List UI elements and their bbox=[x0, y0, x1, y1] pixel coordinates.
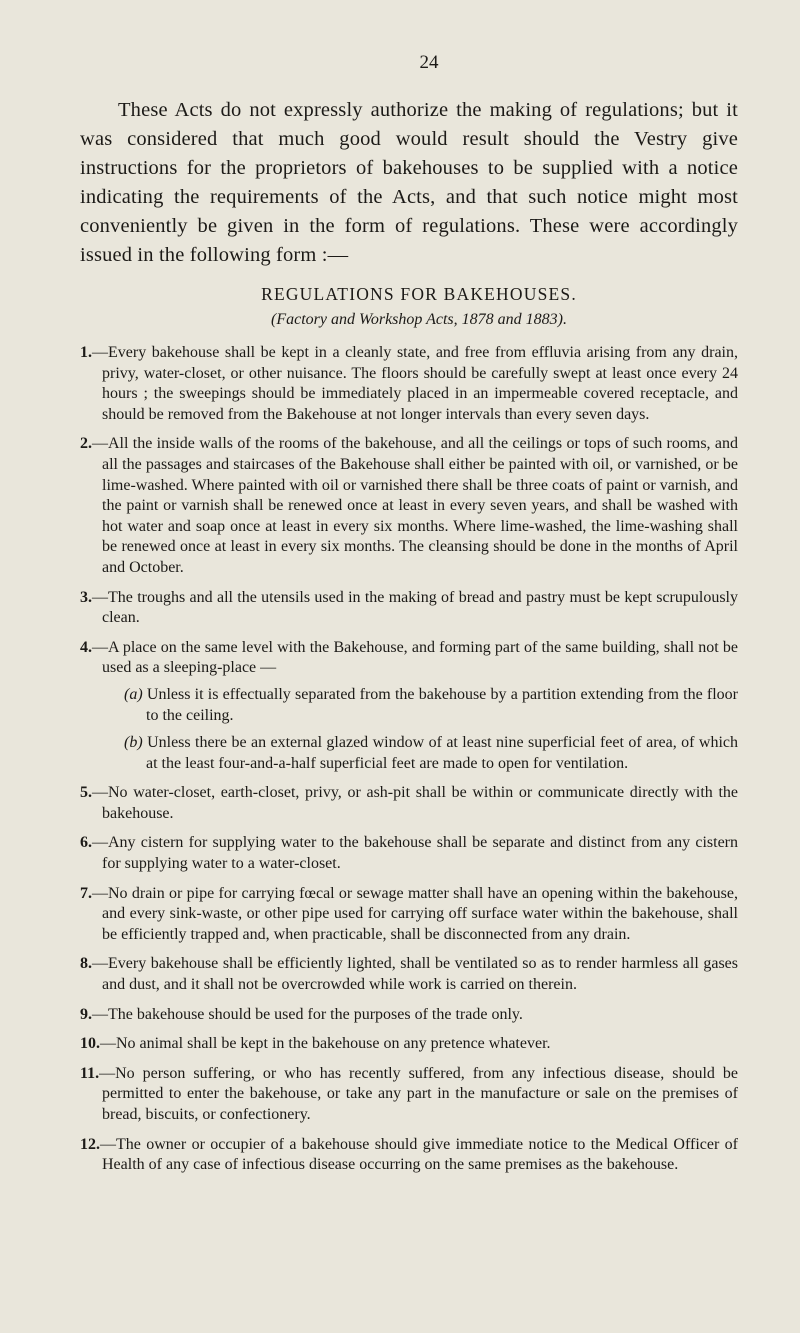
regulation-text: —No animal shall be kept in the bakehouse on any pretence whatever. bbox=[100, 1035, 551, 1053]
sub-condition-text: Unless it is effectually separated from the bakehouse by a partition extending from the floor to the ceiling. bbox=[146, 685, 739, 724]
regulation-number: 11. bbox=[80, 1064, 100, 1082]
regulation-item bbox=[80, 833, 738, 874]
regulation-item bbox=[80, 954, 738, 995]
regulation-number: 4. bbox=[80, 638, 92, 656]
regulation-number: 12. bbox=[80, 1135, 100, 1153]
regulation-text: —The owner or occupier of a bakehouse should give immediate notice to the Medical Officer of Health of any case of infectious disease occurring on the same premises as the bakehouse. bbox=[100, 1135, 738, 1174]
regulation-item bbox=[80, 1135, 738, 1176]
sub-condition-list bbox=[102, 685, 738, 774]
regulations-list bbox=[80, 343, 738, 1176]
regulation-number: 5. bbox=[80, 784, 92, 802]
regulation-number: 2. bbox=[80, 435, 92, 453]
regulation-item bbox=[80, 588, 738, 629]
intro-paragraph: These Acts do not expressly authorize the making of regulations; but it was considered that much good would result should the Vestry give instructions for the proprietors of bakehouses to be supplied with a notice indicating the requirements of the Acts, and that such notice might most conveniently be given in the form of regulations. These were accordingly issued in the following form :— bbox=[80, 99, 738, 266]
section-heading: REGULATIONS FOR BAKEHOUSES. bbox=[261, 284, 577, 304]
regulation-item bbox=[80, 434, 738, 578]
regulation-number: 10. bbox=[80, 1035, 100, 1053]
regulation-item bbox=[80, 783, 738, 824]
regulation-text: —Any cistern for supplying water to the bakehouse shall be separate and distinct from any cistern for supplying water to a water-closet. bbox=[92, 834, 738, 873]
sub-condition-label: (b) bbox=[124, 734, 143, 752]
sub-condition-item bbox=[102, 733, 738, 774]
section-subheading: (Factory and Workshop Acts, 1878 and 1883). bbox=[271, 311, 567, 328]
regulation-number: 9. bbox=[80, 1005, 92, 1023]
regulation-item bbox=[80, 1064, 738, 1126]
regulation-text: —Every bakehouse shall be kept in a cleanly state, and free from effluvia arising from any drain, privy, water-closet, or other nuisance. The floors should be carefully swept at least once every 24 hours ; the sweepings should be immediately placed in an impermeable covered receptacle, and should be removed from the Bakehouse at not longer intervals than every seven days. bbox=[92, 344, 738, 423]
regulation-text: —Every bakehouse shall be efficiently lighted, shall be ventilated so as to render harmless all gases and dust, and it shall not be overcrowded while work is carried on therein. bbox=[92, 955, 738, 994]
regulation-text: —No person suffering, or who has recently suffered, from any infectious disease, should be permitted to enter the bakehouse, or take any part in the manufacture or sale on the premises of bread, biscuits, or confectionery. bbox=[99, 1064, 738, 1123]
regulation-text: —A place on the same level with the Bakehouse, and forming part of the same building, shall not be used as a sleeping-place — bbox=[92, 638, 738, 677]
regulation-number: 3. bbox=[80, 588, 92, 606]
regulation-text: —The bakehouse should be used for the purposes of the trade only. bbox=[92, 1005, 523, 1023]
regulation-item bbox=[80, 1005, 738, 1026]
regulation-text: —All the inside walls of the rooms of the bakehouse, and all the ceilings or tops of such rooms, and all the passages and staircases of the Bakehouse shall either be painted with oil, or varnished, or be lime-washed. Where painted with oil or varnished there shall be three coats of paint or varnish, and the paint or varnish shall be renewed once at least in every seven years, and shall be washed with hot water and soap once at least in every six months. Where lime-washed, the lime-washing shall be renewed once at least in every six months. The cleansing should be done in the months of April and October. bbox=[92, 435, 738, 576]
regulation-text: —The troughs and all the utensils used in the making of bread and pastry must be kept scrupulously clean. bbox=[92, 588, 738, 627]
regulation-item bbox=[80, 638, 738, 775]
regulation-item bbox=[80, 343, 738, 425]
regulation-number: 1. bbox=[80, 344, 92, 361]
sub-condition-label: (a) bbox=[124, 685, 143, 703]
regulation-number: 6. bbox=[80, 834, 92, 852]
regulation-item bbox=[80, 884, 738, 946]
sub-condition-text: Unless there be an external glazed window of at least nine superficial feet of area, of which at the least four-and-a-half superficial feet are made to open for ventilation. bbox=[146, 734, 738, 772]
regulation-text: —No drain or pipe for carrying fœcal or sewage matter shall have an opening within the bakehouse, and every sink-waste, or other pipe used for carrying off surface water within the bakehouse, shall be efficiently trapped and, when practicable, shall be disconnected from any drain. bbox=[92, 884, 738, 943]
regulation-item bbox=[80, 1034, 738, 1055]
regulation-number: 7. bbox=[80, 884, 92, 902]
regulation-text: —No water-closet, earth-closet, privy, or ash-pit shall be within or communicate directly with the bakehouse. bbox=[92, 784, 738, 822]
regulation-number: 8. bbox=[80, 955, 92, 973]
page-number: 24 bbox=[419, 52, 439, 73]
sub-condition-item bbox=[102, 685, 738, 726]
